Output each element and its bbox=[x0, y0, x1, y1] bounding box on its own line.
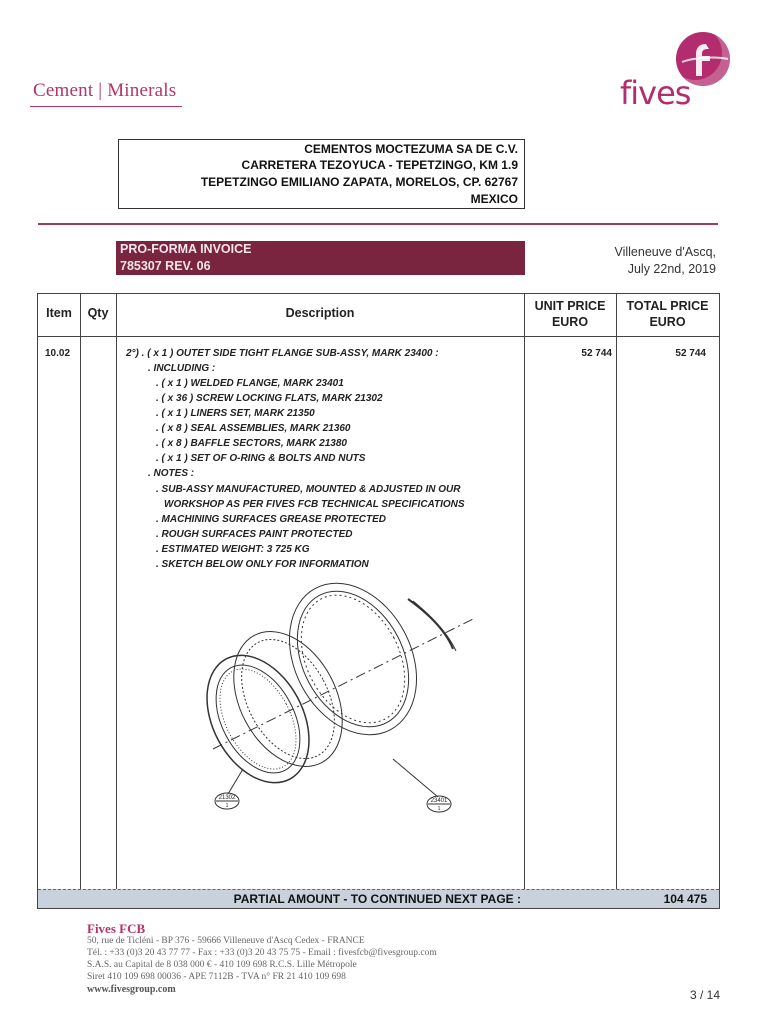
description-line: . NOTES : bbox=[148, 468, 195, 479]
description-line: . SKETCH BELOW ONLY FOR INFORMATION bbox=[156, 559, 369, 570]
description-line: . INCLUDING : bbox=[148, 363, 216, 374]
customer-address-box bbox=[118, 139, 525, 209]
description-line: . ROUGH SURFACES PAINT PROTECTED bbox=[156, 529, 353, 540]
partial-amount-total: 104 475 bbox=[663, 892, 707, 906]
row-unit-price: 52 744 bbox=[581, 348, 612, 359]
description-line: . SUB-ASSY MANUFACTURED, MOUNTED & ADJUSTED IN OUR bbox=[156, 484, 461, 495]
leader-line-2 bbox=[393, 759, 438, 797]
company-contact: Tél. : +33 (0)3 20 43 77 77 - Fax : +33 (0)3 20 43 75 75 - Email : fivesfcb@fivesgroup.com bbox=[87, 948, 437, 958]
description-line: . MACHINING SURFACES GREASE PROTECTED bbox=[156, 514, 387, 525]
front-ring-bolts bbox=[204, 656, 311, 781]
customer-name: CEMENTOS MOCTEZUMA SA DE C.V. bbox=[304, 142, 518, 156]
front-ring-outer bbox=[186, 638, 329, 800]
header-total-price-label: TOTAL PRICE bbox=[626, 299, 709, 313]
header-item: Item bbox=[46, 306, 72, 320]
column-divider bbox=[80, 294, 81, 908]
center-axis bbox=[213, 619, 473, 749]
company-capital: S.A.S. au Capital de 8 038 000 € - 410 109 698 R.C.S. Lille Métropole bbox=[87, 960, 357, 970]
row-total-price: 52 744 bbox=[675, 348, 706, 359]
invoice-banner bbox=[116, 241, 525, 275]
fives-logo-wordmark: fives bbox=[620, 74, 691, 112]
column-divider bbox=[116, 294, 117, 908]
header-total-price-currency: EURO bbox=[649, 315, 686, 329]
invoice-place: Villeneuve d'Ascq, bbox=[614, 245, 716, 259]
division-label: Cement | Minerals bbox=[33, 80, 177, 101]
invoice-title: PRO-FORMA INVOICE bbox=[120, 242, 252, 256]
header-description: Description bbox=[285, 306, 355, 320]
description-line: . ( x 8 ) SEAL ASSEMBLIES, MARK 21360 bbox=[156, 423, 351, 434]
customer-address-line-2: TEPETZINGO EMILIANO ZAPATA, MORELOS, CP. 62767 bbox=[200, 175, 518, 189]
mark-qty-1: 1 bbox=[225, 803, 229, 809]
company-registration: Siret 410 109 698 00036 - APE 7112B - TVA n° FR 21 410 109 698 bbox=[87, 972, 346, 982]
invoice-table bbox=[37, 293, 720, 909]
description-line: WORKSHOP AS PER FIVES FCB TECHNICAL SPECIFICATIONS bbox=[164, 499, 465, 510]
customer-address-line-1: CARRETERA TEZOYUCA - TEPETZINGO, KM 1.9 bbox=[241, 158, 518, 172]
description-line: . ( x 1 ) LINERS SET, MARK 21350 bbox=[156, 408, 315, 419]
partial-amount-row bbox=[38, 889, 719, 908]
page-number: 3 / 14 bbox=[689, 988, 720, 1002]
column-divider bbox=[524, 294, 525, 908]
leader-line-1 bbox=[228, 769, 243, 794]
front-ring-inner bbox=[199, 651, 317, 787]
header-total-price bbox=[616, 298, 719, 330]
header-divider bbox=[38, 223, 718, 225]
header-qty: Qty bbox=[87, 306, 109, 320]
header-row-divider bbox=[38, 336, 719, 337]
division-underline bbox=[30, 106, 182, 107]
mark-qty-2: 1 bbox=[437, 806, 441, 812]
mark-label-1: 21302 bbox=[218, 795, 236, 801]
back-ring-outer bbox=[264, 579, 442, 757]
flange-sketch bbox=[173, 579, 473, 824]
invoice-number: 785307 REV. 06 bbox=[120, 259, 211, 273]
company-name: Fives FCB bbox=[87, 921, 146, 936]
description-line: . ( x 1 ) SET OF O-RING & BOLTS AND NUTS bbox=[156, 453, 366, 464]
back-ring-bolts bbox=[280, 579, 425, 741]
description-line: 2°) . ( x 1 ) OUTET SIDE TIGHT FLANGE SUB-ASSY, MARK 23400 : bbox=[126, 348, 439, 359]
column-divider bbox=[616, 294, 617, 908]
company-address: 50, rue de Ticléni - BP 376 - 59666 Villeneuve d'Ascq Cedex - FRANCE bbox=[87, 936, 365, 946]
row-item-number: 10.02 bbox=[45, 348, 71, 359]
company-website[interactable]: www.fivesgroup.com bbox=[87, 984, 176, 995]
partial-amount-label: PARTIAL AMOUNT - TO CONTINUED NEXT PAGE : bbox=[233, 892, 521, 906]
description-line: . ( x 1 ) WELDED FLANGE, MARK 23401 bbox=[156, 378, 344, 389]
mark-label-2: 23401 bbox=[430, 798, 448, 804]
description-line: . ( x 8 ) BAFFLE SECTORS, MARK 21380 bbox=[156, 438, 347, 449]
description-line: . ESTIMATED WEIGHT: 3 725 KG bbox=[156, 544, 310, 555]
place-date bbox=[614, 244, 716, 278]
header-unit-price-label: UNIT PRICE bbox=[534, 299, 606, 313]
invoice-date: July 22nd, 2019 bbox=[627, 262, 716, 276]
customer-country: MEXICO bbox=[470, 192, 518, 206]
header-unit-price bbox=[524, 298, 616, 330]
description-line: . ( x 36 ) SCREW LOCKING FLATS, MARK 21302 bbox=[156, 393, 383, 404]
segment-arc bbox=[408, 599, 453, 649]
header-unit-price-currency: EURO bbox=[551, 315, 589, 329]
